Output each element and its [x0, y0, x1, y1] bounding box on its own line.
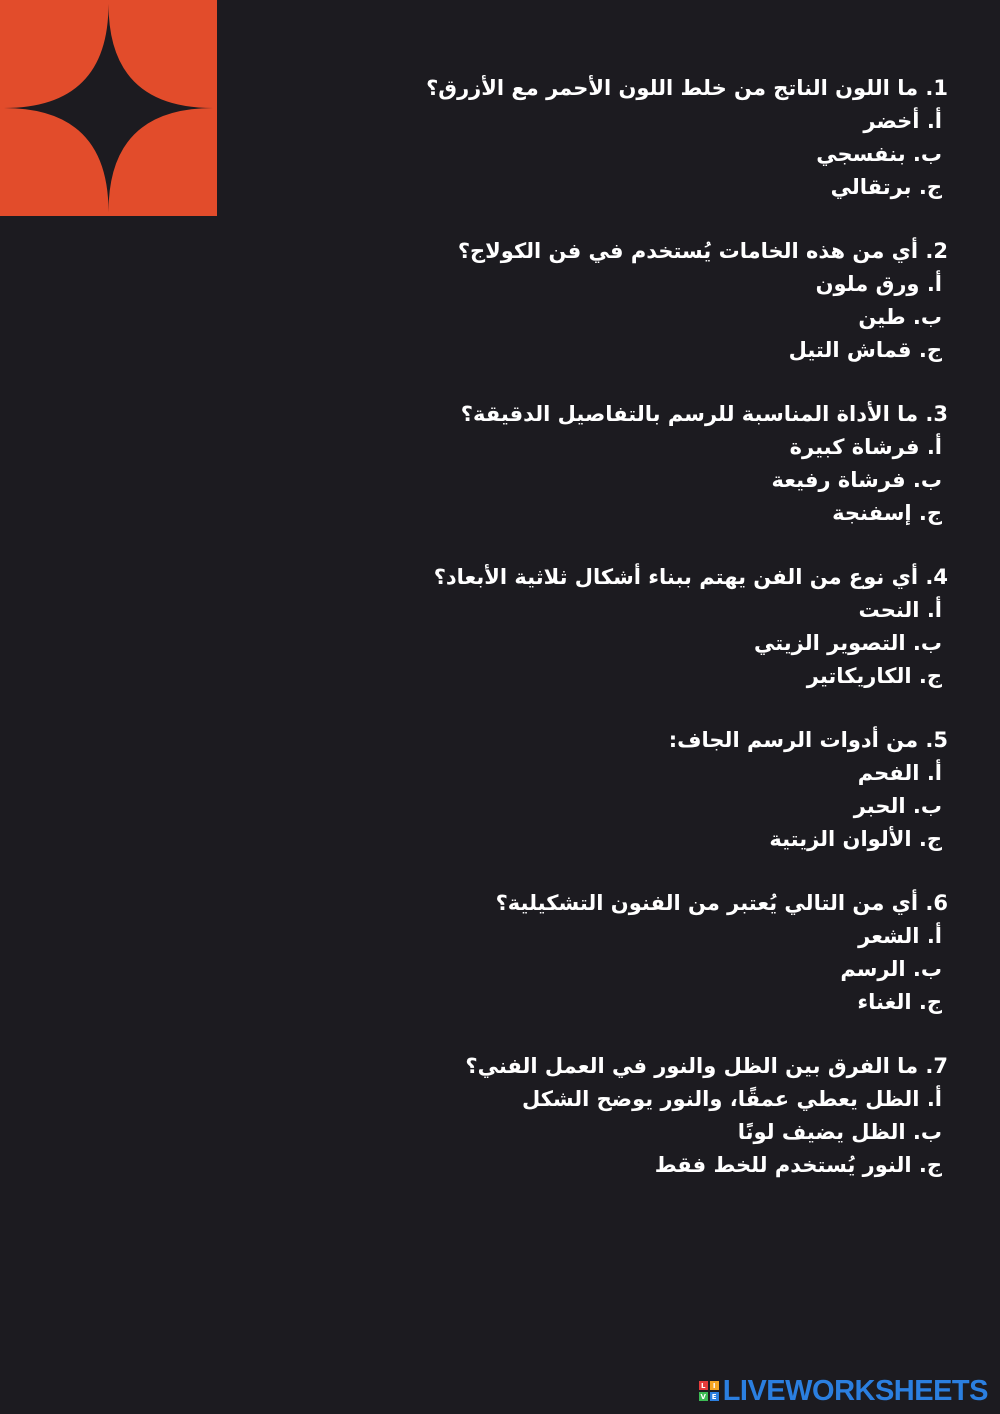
- option-text: الألوان الزيتية: [769, 827, 912, 851]
- option-text: النور يُستخدم للخط فقط: [654, 1153, 912, 1177]
- live-letter-i: I: [710, 1381, 719, 1390]
- question-number: 5.: [925, 728, 948, 752]
- option-text: الرسم: [840, 957, 906, 981]
- question-2: [348, 235, 948, 367]
- brand-text: LIVEWORKSHEETS: [722, 1374, 988, 1407]
- question-3: [348, 398, 948, 530]
- option-b[interactable]: [348, 464, 948, 497]
- option-a[interactable]: [348, 594, 948, 627]
- question-6: [348, 887, 948, 1019]
- decorative-star-block: [0, 0, 217, 216]
- question-line: [348, 72, 948, 105]
- option-text: قماش التيل: [788, 338, 912, 362]
- option-text: برتقالي: [830, 175, 912, 199]
- option-letter: ب.: [912, 631, 942, 655]
- option-text: بنفسجي: [816, 142, 906, 166]
- question-text: أي من هذه الخامات يُستخدم في فن الكولاج؟: [457, 239, 919, 263]
- option-a[interactable]: [348, 1083, 948, 1116]
- option-letter: ب.: [912, 305, 942, 329]
- option-c[interactable]: [348, 334, 948, 367]
- question-line: [348, 1050, 948, 1083]
- question-1: [348, 72, 948, 204]
- option-letter: ج.: [918, 338, 942, 362]
- option-a[interactable]: [348, 757, 948, 790]
- option-text: الظل يضيف لونًا: [737, 1120, 906, 1144]
- quiz-questions: [348, 72, 948, 1213]
- question-number: 4.: [925, 565, 948, 589]
- option-letter: أ.: [926, 1087, 942, 1111]
- option-letter: ج.: [918, 827, 942, 851]
- option-text: التصوير الزيتي: [753, 631, 906, 655]
- option-a[interactable]: [348, 105, 948, 138]
- option-letter: أ.: [926, 272, 942, 296]
- option-text: فرشاة كبيرة: [789, 435, 920, 459]
- option-text: أخضر: [863, 109, 920, 133]
- option-letter: أ.: [926, 109, 942, 133]
- option-c[interactable]: [348, 986, 948, 1019]
- option-text: فرشاة رفيعة: [771, 468, 906, 492]
- option-letter: ب.: [912, 468, 942, 492]
- option-a[interactable]: [348, 920, 948, 953]
- option-b[interactable]: [348, 1116, 948, 1149]
- option-letter: ج.: [918, 990, 942, 1014]
- option-letter: ب.: [912, 1120, 942, 1144]
- question-line: [348, 398, 948, 431]
- option-text: الفحم: [857, 761, 920, 785]
- option-b[interactable]: [348, 138, 948, 171]
- option-a[interactable]: [348, 431, 948, 464]
- option-a[interactable]: [348, 268, 948, 301]
- question-line: [348, 235, 948, 268]
- option-c[interactable]: [348, 497, 948, 530]
- question-line: [348, 724, 948, 757]
- question-line: [348, 887, 948, 920]
- question-text: أي نوع من الفن يهتم ببناء أشكال ثلاثية الأبعاد؟: [433, 565, 919, 589]
- option-b[interactable]: [348, 301, 948, 334]
- option-letter: ب.: [912, 957, 942, 981]
- option-text: الظل يعطي عمقًا، والنور يوضح الشكل: [521, 1087, 920, 1111]
- option-text: الغناء: [857, 990, 912, 1014]
- option-letter: ج.: [918, 501, 942, 525]
- option-letter: أ.: [926, 598, 942, 622]
- question-line: [348, 561, 948, 594]
- option-c[interactable]: [348, 1149, 948, 1182]
- question-number: 6.: [925, 891, 948, 915]
- option-text: ورق ملون: [815, 272, 920, 296]
- question-7: [348, 1050, 948, 1182]
- option-letter: ب.: [912, 142, 942, 166]
- live-logo-icon: [699, 1381, 719, 1401]
- option-text: الشعر: [858, 924, 920, 948]
- live-letter-l: L: [699, 1381, 708, 1390]
- option-c[interactable]: [348, 823, 948, 856]
- live-letter-v: V: [700, 1392, 706, 1401]
- question-4: [348, 561, 948, 693]
- live-letter-e: E: [710, 1392, 719, 1401]
- option-text: طين: [858, 305, 906, 329]
- option-text: إسفنجة: [832, 501, 912, 525]
- option-text: الحبر: [853, 794, 906, 818]
- option-text: النحت: [858, 598, 920, 622]
- question-text: ما الفرق بين الظل والنور في العمل الفني؟: [465, 1054, 919, 1078]
- option-c[interactable]: [348, 660, 948, 693]
- question-number: 2.: [925, 239, 948, 263]
- option-letter: ج.: [918, 1153, 942, 1177]
- option-letter: أ.: [926, 435, 942, 459]
- option-b[interactable]: [348, 953, 948, 986]
- option-letter: ج.: [918, 175, 942, 199]
- question-number: 1.: [925, 76, 948, 100]
- option-b[interactable]: [348, 627, 948, 660]
- question-text: ما اللون الناتج من خلط اللون الأحمر مع الأزرق؟: [426, 76, 919, 100]
- question-number: 3.: [925, 402, 948, 426]
- option-letter: ب.: [912, 794, 942, 818]
- option-letter: ج.: [918, 664, 942, 688]
- option-b[interactable]: [348, 790, 948, 823]
- option-letter: أ.: [926, 924, 942, 948]
- option-c[interactable]: [348, 171, 948, 204]
- option-text: الكاريكاتير: [806, 664, 912, 688]
- option-letter: أ.: [926, 761, 942, 785]
- question-text: من أدوات الرسم الجاف:: [668, 728, 919, 752]
- question-5: [348, 724, 948, 856]
- liveworksheets-watermark: [699, 1376, 988, 1406]
- question-text: ما الأداة المناسبة للرسم بالتفاصيل الدقيقة؟: [460, 402, 919, 426]
- question-text: أي من التالي يُعتبر من الفنون التشكيلية؟: [495, 891, 919, 915]
- question-number: 7.: [925, 1054, 948, 1078]
